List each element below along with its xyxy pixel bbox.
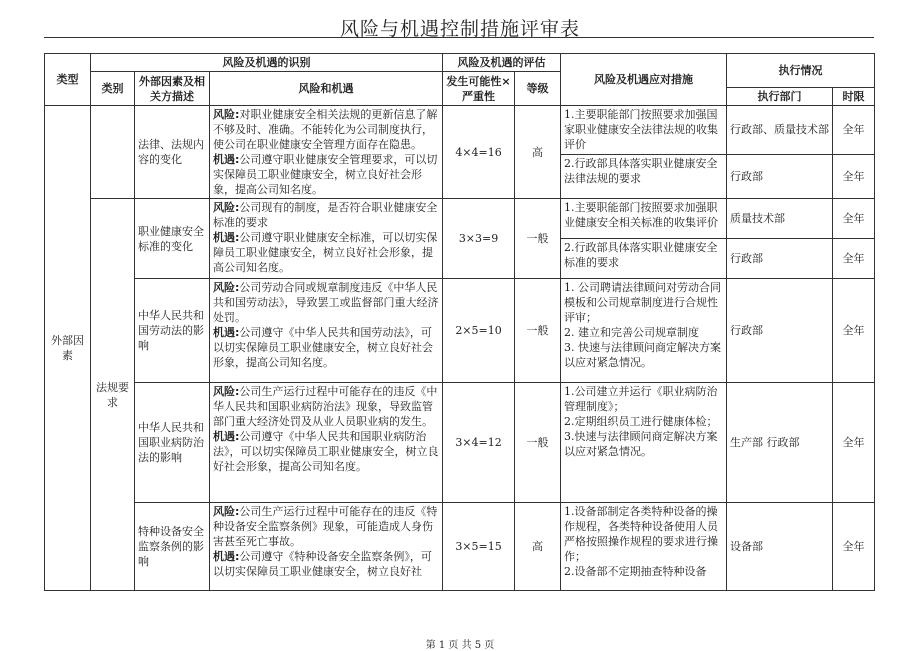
factor-cell: 职业健康安全标准的变化 bbox=[135, 199, 210, 279]
level-cell: 一般 bbox=[515, 279, 561, 383]
department-cell: 生产部 行政部 bbox=[727, 383, 833, 503]
deadline-cell: 全年 bbox=[833, 279, 875, 383]
table-row bbox=[45, 383, 875, 503]
header-identify: 风险及机遇的识别 bbox=[91, 54, 443, 72]
header-type: 类型 bbox=[45, 54, 91, 106]
measure-cell: 2.行政部具体落实职业健康安全标准的要求 bbox=[561, 239, 727, 279]
deadline-cell: 全年 bbox=[833, 199, 875, 239]
type-cell: 外部因素 bbox=[45, 106, 91, 591]
opportunity-text: 公司遵守《中华人民共和国劳动法》，可以切实保障员工职业健康安全，树立良好社会形象，提高公司知名度。 bbox=[213, 326, 433, 369]
risk-label: 风险: bbox=[213, 281, 240, 294]
risk-text: 公司生产运行过程中可能存在的违反《中华人民共和国职业病防治法》现象，导致监管部门重大经济处罚及从业人员职业病的发生。 bbox=[213, 385, 438, 428]
department-cell: 行政部、质量技术部 bbox=[727, 106, 833, 155]
header-deadline: 时限 bbox=[833, 88, 875, 106]
factor-cell: 法律、法规内容的变化 bbox=[135, 106, 210, 199]
header-measures: 风险及机遇应对措施 bbox=[561, 54, 727, 106]
category-cell: 法规要求 bbox=[91, 199, 135, 591]
table-row bbox=[45, 503, 875, 591]
header-evaluate: 风险及机遇的评估 bbox=[443, 54, 561, 72]
category-cell-blank bbox=[91, 106, 135, 199]
risk-opportunity-cell bbox=[210, 279, 443, 383]
department-cell: 质量技术部 bbox=[727, 199, 833, 239]
page-title: 风险与机遇控制措施评审表 bbox=[339, 18, 580, 40]
risk-text: 公司现有的制度，是否符合职业健康安全标准的要求 bbox=[213, 201, 438, 229]
risk-text: 公司劳动合同或规章制度违反《中华人民共和国劳动法》，导致罢工或监督部门重大经济处罚。 bbox=[213, 281, 439, 324]
level-cell: 高 bbox=[515, 503, 561, 591]
factor-cell: 中华人民共和国职业病防治法的影响 bbox=[135, 383, 210, 503]
factor-cell: 中华人民共和国劳动法的影响 bbox=[135, 279, 210, 383]
risk-opportunity-cell bbox=[210, 199, 443, 279]
opportunity-text: 公司遵守职业健康安全管理要求，可以切实保障员工职业健康安全，树立良好社会形象，提高公司知名度。 bbox=[213, 153, 438, 196]
department-cell: 行政部 bbox=[727, 239, 833, 279]
header-factor: 外部因素及相关方描述 bbox=[135, 72, 210, 106]
measure-cell: 1. 公司聘请法律顾问对劳动合同模板和公司规章制度进行合规性评审； 2. 建立和完善公司规章制度 3. 快速与法律顾问商定解决方案以应对紧急情况。 bbox=[561, 279, 727, 383]
header-level: 等级 bbox=[515, 72, 561, 106]
measure-cell: 2.行政部具体落实职业健康安全法律法规的要求 bbox=[561, 154, 727, 198]
opportunity-text: 公司遵守职业健康安全标准，可以切实保障员工职业健康安全，树立良好社会形象，提高公司知名度。 bbox=[213, 231, 438, 274]
score-cell: 3×5=15 bbox=[443, 503, 515, 591]
header-execution: 执行情况 bbox=[727, 54, 875, 88]
opportunity-text: 公司遵守《特种设备安全监察条例》，可以切实保障员工职业健康安全，树立良好社 bbox=[213, 550, 432, 578]
header-category: 类别 bbox=[91, 72, 135, 106]
opportunity-text: 公司遵守《中华人民共和国职业病防治法》，可以切实保障员工职业健康安全，树立良好社会形象，提高公司知名度。 bbox=[213, 430, 439, 473]
risk-label: 风险: bbox=[213, 108, 240, 121]
risk-label: 风险: bbox=[213, 385, 240, 398]
risk-text: 对职业健康安全相关法规的更新信息了解不够及时、准确。不能转化为公司制度执行，使公司在职业健康安全管理方面存在隐患。 bbox=[213, 108, 438, 151]
measure-cell: 1.公司建立并运行《职业病防治管理制度》； 2.定期组织员工进行健康体检； 3.快速与法律顾问商定解决方案以应对紧急情况。 bbox=[561, 383, 727, 503]
risk-label: 风险: bbox=[213, 505, 240, 518]
level-cell: 高 bbox=[515, 106, 561, 199]
deadline-cell: 全年 bbox=[833, 239, 875, 279]
measure-cell: 1.设备部制定各类特种设备的操作规程，各类特种设备使用人员严格按照操作规程的要求进行操作； 2.设备部不定期抽查特种设备 bbox=[561, 503, 727, 591]
department-cell: 行政部 bbox=[727, 279, 833, 383]
table-row bbox=[45, 106, 875, 155]
header-risk-opportunity: 风险和机遇 bbox=[210, 72, 443, 106]
risk-label: 风险: bbox=[213, 201, 240, 214]
risk-opportunity-cell bbox=[210, 106, 443, 199]
header-score: 发生可能性×严重性 bbox=[443, 72, 515, 106]
opportunity-label: 机遇: bbox=[213, 231, 240, 244]
table-row bbox=[45, 199, 875, 239]
header-department: 执行部门 bbox=[727, 88, 833, 106]
risk-text: 公司生产运行过程中可能存在的违反《特种设备安全监察条例》现象，可能造成人身伤害甚至死亡事故。 bbox=[213, 505, 438, 548]
risk-opportunity-cell bbox=[210, 383, 443, 503]
risk-opportunity-cell bbox=[210, 503, 443, 591]
opportunity-label: 机遇: bbox=[213, 153, 240, 166]
deadline-cell: 全年 bbox=[833, 154, 875, 198]
review-table bbox=[44, 53, 875, 591]
deadline-cell: 全年 bbox=[833, 383, 875, 503]
table-row bbox=[45, 279, 875, 383]
level-cell: 一般 bbox=[515, 383, 561, 503]
department-cell: 行政部 bbox=[727, 154, 833, 198]
score-cell: 3×4=12 bbox=[443, 383, 515, 503]
level-cell: 一般 bbox=[515, 199, 561, 279]
deadline-cell: 全年 bbox=[833, 503, 875, 591]
department-cell: 设备部 bbox=[727, 503, 833, 591]
deadline-cell: 全年 bbox=[833, 106, 875, 155]
score-cell: 4×4=16 bbox=[443, 106, 515, 199]
measure-cell: 1.主要职能部门按照要求加强国家职业健康安全法律法规的收集评价 bbox=[561, 106, 727, 155]
score-cell: 2×5=10 bbox=[443, 279, 515, 383]
factor-cell: 特种设备安全监察条例的影响 bbox=[135, 503, 210, 591]
score-cell: 3×3=9 bbox=[443, 199, 515, 279]
page-footer: 第 1 页 共 5 页 bbox=[425, 640, 495, 651]
opportunity-label: 机遇: bbox=[213, 430, 240, 443]
title-rule bbox=[44, 37, 874, 38]
opportunity-label: 机遇: bbox=[213, 550, 240, 563]
opportunity-label: 机遇: bbox=[213, 326, 240, 339]
measure-cell: 1.主要职能部门按照要求加强职业健康安全相关标准的收集评价 bbox=[561, 199, 727, 239]
